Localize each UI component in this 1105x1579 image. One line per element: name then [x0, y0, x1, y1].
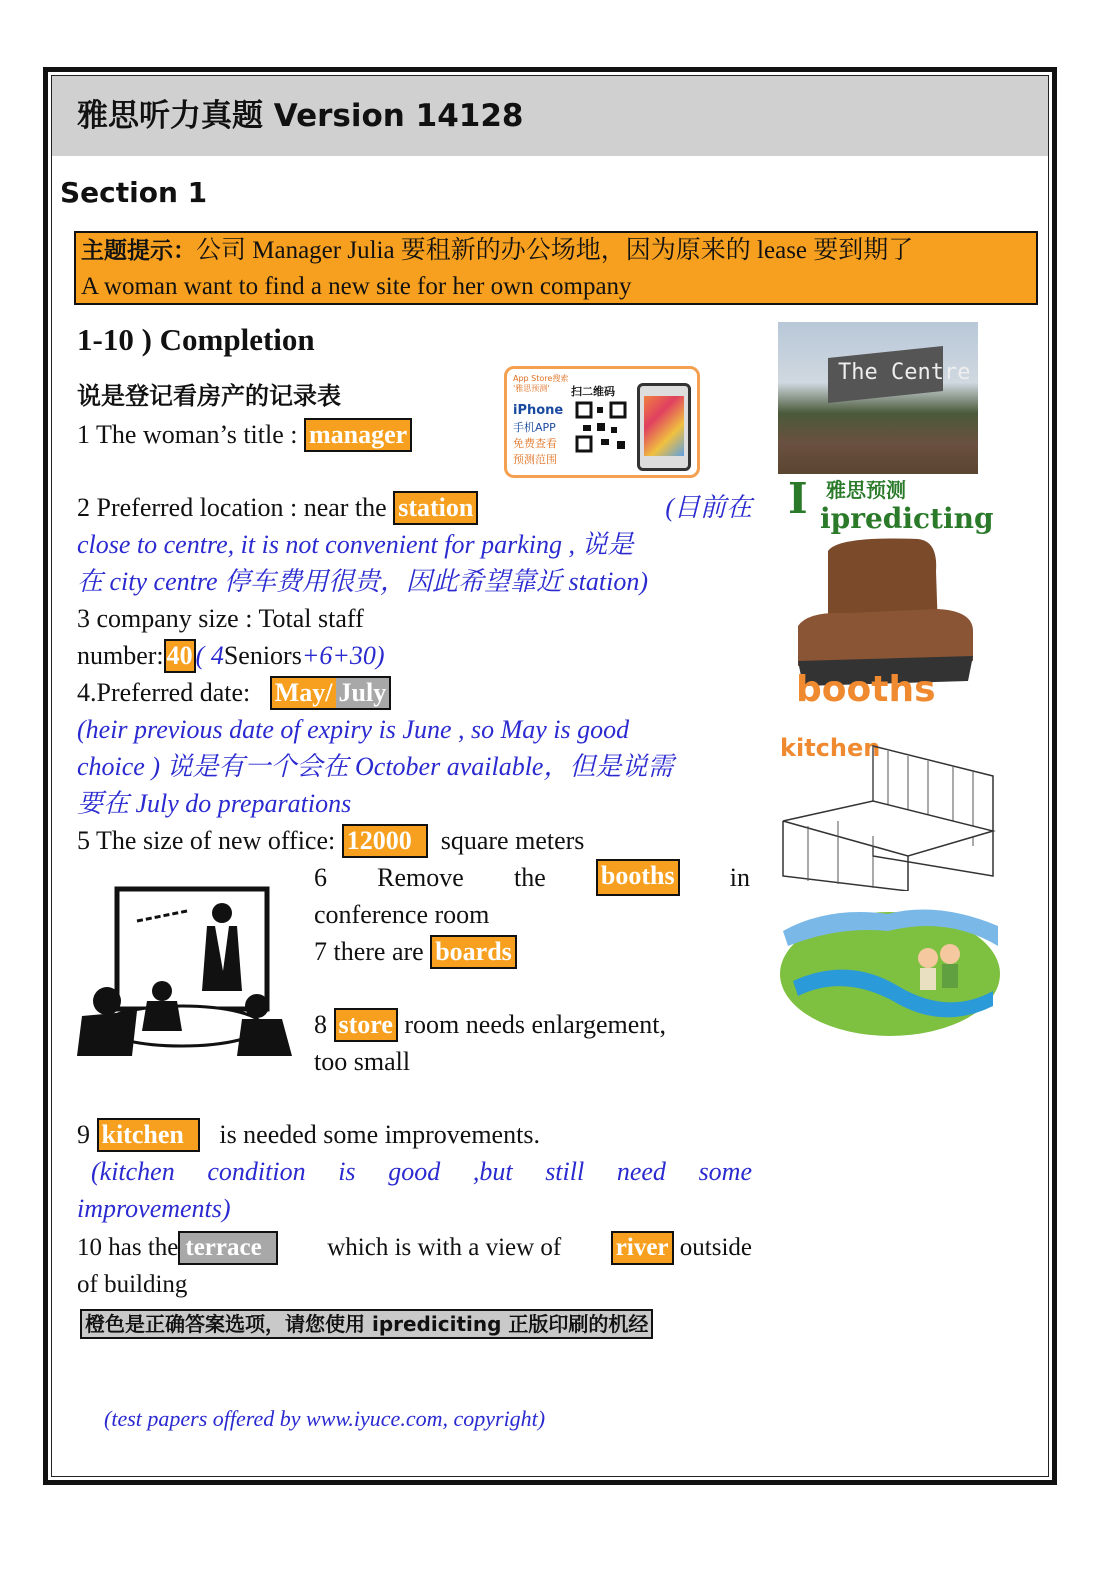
q2: 2 Preferred location : near the station (目前在 close to centre, it is not convenient for parking , 说是 在 city centre 停车费用很贵，因此希望靠近 station) [77, 489, 752, 600]
q7: 7 there are boards [314, 933, 517, 970]
meeting-illustration [77, 881, 297, 1061]
booths-label: booths [796, 669, 936, 710]
booth-sofa-image [788, 531, 988, 711]
answer-40: 40 [164, 639, 196, 673]
q8: 8 store room needs enlargement, too small [314, 1010, 666, 1076]
page-inner [51, 75, 1049, 1477]
q1: 1 The woman’s title : manager [77, 416, 412, 453]
q6: 6 Remove the booths in conference room [314, 861, 750, 929]
answer-july: July [336, 676, 392, 710]
theme-box [74, 231, 1038, 305]
q4: 4.Preferred date: May/ July (heir previous date of expiry is June , so May is good choice ) 说是有一个会在 October available，但是说需 要在 July do preparations [77, 678, 674, 818]
theme-line2: A woman want to find a new site for her own company [81, 273, 632, 300]
app-ad-image: App Store搜索 '雅思预测' 扫二维码 iPhone 手机APP 免费查看 预测范围 [504, 366, 700, 478]
phone-icon [637, 383, 691, 471]
completion-heading: 1-10 ) Completion [77, 322, 315, 357]
q9: 9 kitchen is needed some improvements. (kitchen condition is good ,but still need some improvements) [77, 1120, 752, 1223]
footer-copyright: (test papers offered by www.iyuce.com, copyright) [104, 1406, 546, 1431]
answer-notice: 橙色是正确答案选项，请您使用 iprediciting 正版印刷的机经 [80, 1309, 653, 1339]
centre-photo: The Centre [778, 322, 978, 474]
form-subtitle: 说是登记看房产的记录表 [77, 382, 341, 410]
answer-station: station [393, 491, 478, 525]
answer-12000: 12000 [342, 824, 428, 858]
answer-terrace: terrace [178, 1231, 277, 1265]
river-view-image [778, 906, 1003, 1041]
kitchen-image: kitchen [778, 726, 998, 891]
q5: 5 The size of new office: 12000 square meters [77, 822, 584, 859]
ipredicting-logo: I 雅思预测 ipredicting [788, 474, 994, 535]
q10: 10 has the terrace which is with a view of river outside of building [77, 1229, 752, 1303]
page-frame [43, 67, 1057, 1485]
answer-booths: booths [596, 859, 680, 896]
section-title: Section 1 [60, 176, 208, 209]
answer-river: river [611, 1231, 674, 1265]
answer-kitchen: kitchen [97, 1118, 200, 1152]
answer-may: May/ [270, 676, 336, 710]
theme-label: 主题提示： [81, 238, 196, 264]
answer-boards: boards [430, 935, 517, 969]
theme-line1: 公司 Manager Julia 要租新的办公场地，因为原来的 lease 要到期了 [196, 237, 914, 264]
page-title: 雅思听力真题 Version 14128 [52, 76, 1048, 156]
qr-code-icon [575, 401, 627, 453]
answer-store: store [334, 1008, 398, 1042]
q2-note2: close to centre, it is not convenient for parking , 说是 [77, 530, 634, 559]
answer-manager: manager [304, 418, 412, 452]
q2-note3: 在 city centre 停车费用很贵，因此希望靠近 station) [77, 567, 648, 596]
q3: 3 company size : Total staff number: 40 ( 4Seniors+6+30) [77, 600, 385, 674]
